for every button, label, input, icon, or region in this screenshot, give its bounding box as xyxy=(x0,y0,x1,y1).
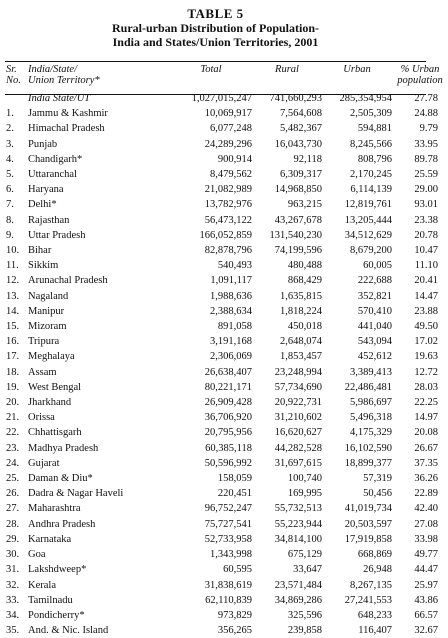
row-name: Punjab xyxy=(28,138,58,150)
row-pct-urban: 20.08 xyxy=(414,427,438,439)
row-rural: 23,248,994 xyxy=(274,366,322,378)
row-name: India State/UT xyxy=(28,93,91,104)
row-pct-urban: 89.78 xyxy=(414,153,438,165)
row-rural: 74,199,596 xyxy=(274,245,322,257)
row-name: Nagaland xyxy=(28,290,69,302)
row-number: 31. xyxy=(6,564,20,576)
row-name: Arunachal Pradesh xyxy=(28,275,108,287)
row-name: Madhya Pradesh xyxy=(28,442,99,454)
table-body xyxy=(5,91,448,638)
row-pct-urban: 20.41 xyxy=(414,275,438,287)
row-total: 36,706,920 xyxy=(204,412,252,424)
row-total: 56,473,122 xyxy=(204,214,252,226)
row-name: Maharashtra xyxy=(28,503,81,515)
row-name: Chandigarh* xyxy=(28,153,83,165)
row-urban: 27,241,553 xyxy=(344,594,392,606)
row-pct-urban: 37.35 xyxy=(414,457,438,469)
row-total: 13,782,976 xyxy=(204,199,252,211)
row-pct-urban: 27.08 xyxy=(414,518,438,530)
row-total: 24,289,296 xyxy=(204,138,252,150)
row-rural: 34,869,286 xyxy=(274,594,322,606)
row-total: 220,451 xyxy=(217,488,252,500)
row-rural: 20,922,731 xyxy=(274,397,322,409)
row-number: 35. xyxy=(6,625,20,637)
table-row xyxy=(5,456,448,471)
row-rural: 31,210,602 xyxy=(274,412,322,424)
table-row xyxy=(5,471,448,486)
row-rural: 741,660,293 xyxy=(269,93,322,104)
row-pct-urban: 23.38 xyxy=(414,214,438,226)
row-rural: 16,043,730 xyxy=(274,138,322,150)
row-rural: 963,215 xyxy=(287,199,322,211)
header-pct-line-2: population xyxy=(397,75,443,86)
row-name: And. & Nic. Island xyxy=(28,625,109,637)
row-name: Kerala xyxy=(28,579,56,591)
population-table xyxy=(5,64,448,638)
table-row xyxy=(5,289,448,304)
row-name: Jammu & Kashmir xyxy=(28,108,108,120)
row-urban: 18,899,377 xyxy=(344,457,392,469)
header-rural: Rural xyxy=(275,64,299,75)
table-row xyxy=(5,623,448,638)
table-row xyxy=(5,213,448,228)
header-urban: Urban xyxy=(343,64,371,75)
table-row xyxy=(5,501,448,516)
row-pct-urban: 36.26 xyxy=(414,473,438,485)
row-number: 4. xyxy=(6,153,14,165)
row-number: 28. xyxy=(6,518,20,530)
row-total: 62,110,839 xyxy=(205,594,252,606)
row-number: 6. xyxy=(6,184,14,196)
row-pct-urban: 43.86 xyxy=(414,594,438,606)
row-total: 540,493 xyxy=(217,260,252,272)
row-rural: 100,740 xyxy=(287,473,322,485)
row-rural: 868,429 xyxy=(287,275,322,287)
row-name: Jharkhand xyxy=(28,397,72,409)
table-row xyxy=(5,152,448,167)
row-urban: 26,948 xyxy=(363,564,392,576)
header-sr-line-2: No. xyxy=(6,75,21,86)
row-total: 60,595 xyxy=(223,564,252,576)
row-pct-urban: 27.78 xyxy=(414,93,438,104)
table-title-line-2: India and States/Union Territories, 2001 xyxy=(112,35,319,49)
table-row xyxy=(5,486,448,501)
row-pct-urban: 25.59 xyxy=(414,169,438,181)
table-row xyxy=(5,547,448,562)
row-pct-urban: 25.97 xyxy=(414,579,438,591)
table-row xyxy=(5,258,448,273)
row-total: 1,343,998 xyxy=(210,549,252,561)
row-number: 34. xyxy=(6,609,20,621)
row-urban: 2,505,309 xyxy=(350,108,392,120)
row-urban: 594,881 xyxy=(357,123,392,135)
row-pct-urban: 22.25 xyxy=(414,397,438,409)
row-urban: 222,688 xyxy=(357,275,392,287)
table-row xyxy=(5,593,448,608)
row-urban: 50,456 xyxy=(363,488,392,500)
row-number: 32. xyxy=(6,579,20,591)
row-rural: 239,858 xyxy=(287,625,322,637)
row-total: 26,638,407 xyxy=(204,366,252,378)
row-rural: 43,267,678 xyxy=(274,214,322,226)
row-total: 26,909,428 xyxy=(204,397,252,409)
row-total: 1,027,015,247 xyxy=(191,93,252,104)
row-number: 25. xyxy=(6,473,20,485)
row-name: Karnataka xyxy=(28,533,72,545)
row-rural: 55,223,944 xyxy=(274,518,322,530)
row-urban: 543,094 xyxy=(357,336,392,348)
row-urban: 34,512,629 xyxy=(344,229,392,241)
row-name: Orissa xyxy=(28,412,55,424)
row-rural: 14,968,850 xyxy=(274,184,322,196)
row-total: 60,385,118 xyxy=(205,442,252,454)
row-total: 900,914 xyxy=(217,153,252,165)
row-rural: 131,540,230 xyxy=(269,229,322,241)
table-row xyxy=(5,197,448,212)
row-number: 22. xyxy=(6,427,20,439)
row-pct-urban: 19.63 xyxy=(414,351,438,363)
row-total: 6,077,248 xyxy=(210,123,252,135)
row-name: Haryana xyxy=(28,184,64,196)
row-number: 1. xyxy=(6,108,14,120)
row-urban: 648,233 xyxy=(357,609,392,621)
row-rural: 33,647 xyxy=(293,564,322,576)
row-number: 3. xyxy=(6,138,14,150)
row-pct-urban: 32.67 xyxy=(414,625,438,637)
row-rural: 450,018 xyxy=(287,321,322,333)
row-urban: 5,496,318 xyxy=(350,412,392,424)
row-number: 10. xyxy=(6,245,20,257)
row-total: 2,306,069 xyxy=(210,351,252,363)
row-total: 3,191,168 xyxy=(210,336,252,348)
table-row xyxy=(5,578,448,593)
row-pct-urban: 44.47 xyxy=(414,564,438,576)
row-number: 11. xyxy=(6,260,19,272)
header-name-line-1: India/State/ xyxy=(28,64,77,75)
row-pct-urban: 17.02 xyxy=(414,336,438,348)
row-urban: 6,114,139 xyxy=(350,184,392,196)
row-urban: 4,175,329 xyxy=(350,427,392,439)
row-number: 26. xyxy=(6,488,20,500)
header-row xyxy=(5,64,448,91)
row-rural: 325,596 xyxy=(287,609,322,621)
row-rural: 1,635,815 xyxy=(280,290,322,302)
row-number: 2. xyxy=(6,123,14,135)
row-urban: 17,919,858 xyxy=(344,533,392,545)
table-row xyxy=(5,167,448,182)
row-pct-urban: 33.98 xyxy=(414,533,438,545)
header-pct-urban xyxy=(392,64,448,91)
row-rural: 57,734,690 xyxy=(274,381,322,393)
row-number: 5. xyxy=(6,169,14,181)
row-name: Daman & Diu* xyxy=(28,473,93,485)
row-pct-urban: 33.95 xyxy=(414,138,438,150)
table-row xyxy=(5,349,448,364)
row-pct-urban: 22.89 xyxy=(414,488,438,500)
row-name: Rajasthan xyxy=(28,214,70,226)
row-pct-urban: 26.67 xyxy=(414,442,438,454)
row-number: 20. xyxy=(6,397,20,409)
row-pct-urban: 14.97 xyxy=(414,412,438,424)
row-total: 96,752,247 xyxy=(204,503,252,515)
row-number: 29. xyxy=(6,533,20,545)
row-rural: 675,129 xyxy=(287,549,322,561)
row-name: Pondicherry* xyxy=(28,609,85,621)
row-pct-urban: 9.79 xyxy=(419,123,438,135)
row-rural: 44,282,528 xyxy=(274,442,322,454)
row-urban: 16,102,590 xyxy=(344,442,392,454)
row-urban: 570,410 xyxy=(357,305,392,317)
row-urban: 116,407 xyxy=(358,625,392,637)
row-rural: 480,488 xyxy=(287,260,322,272)
row-name: Himachal Pradesh xyxy=(28,123,105,135)
row-total: 1,988,636 xyxy=(210,290,252,302)
header-top-rule xyxy=(5,61,426,62)
row-urban: 22,486,481 xyxy=(344,381,392,393)
row-name: Goa xyxy=(28,549,46,561)
row-number: 14. xyxy=(6,305,20,317)
row-total: 50,596,992 xyxy=(204,457,252,469)
row-pct-urban: 20.78 xyxy=(414,229,438,241)
table-row xyxy=(5,608,448,623)
row-pct-urban: 23.88 xyxy=(414,305,438,317)
table-row xyxy=(5,273,448,288)
row-total: 973,829 xyxy=(217,609,252,621)
row-urban: 441,040 xyxy=(357,321,392,333)
row-number xyxy=(5,91,28,106)
row-name: Tamilnadu xyxy=(28,594,73,606)
row-name: Delhi* xyxy=(28,199,57,211)
row-pct-urban: 24.88 xyxy=(414,108,438,120)
table-row xyxy=(5,365,448,380)
row-pct-urban: 66.57 xyxy=(414,609,438,621)
table-row xyxy=(5,425,448,440)
table-row xyxy=(5,304,448,319)
row-urban: 60,005 xyxy=(363,260,392,272)
row-number: 24. xyxy=(6,457,20,469)
row-pct-urban: 49.77 xyxy=(414,549,438,561)
row-total: 75,727,541 xyxy=(204,518,252,530)
table-row xyxy=(5,410,448,425)
row-number: 12. xyxy=(6,275,20,287)
row-total: 82,878,796 xyxy=(204,245,252,257)
table-row xyxy=(5,562,448,577)
row-urban: 20,503,597 xyxy=(344,518,392,530)
row-urban: 8,267,135 xyxy=(350,579,392,591)
row-total: 52,733,958 xyxy=(204,533,252,545)
row-rural: 5,482,367 xyxy=(280,123,322,135)
row-total: 2,388,634 xyxy=(210,305,252,317)
table-row xyxy=(5,441,448,456)
row-urban: 57,319 xyxy=(363,473,392,485)
row-number: 13. xyxy=(6,290,20,302)
row-name: Chhattisgarh xyxy=(28,427,82,439)
row-urban: 12,819,761 xyxy=(344,199,392,211)
table-row xyxy=(5,334,448,349)
row-name: Andhra Pradesh xyxy=(28,518,96,530)
row-pct-urban: 49.50 xyxy=(414,321,438,333)
row-name: Tripura xyxy=(28,336,60,348)
row-number: 21. xyxy=(6,412,20,424)
row-number: 8. xyxy=(6,214,14,226)
header-pct-line-1: % Urban xyxy=(400,64,440,75)
row-rural: 23,571,484 xyxy=(274,579,322,591)
row-number: 19. xyxy=(6,381,20,393)
row-urban: 8,679,200 xyxy=(350,245,392,257)
row-urban: 2,170,245 xyxy=(350,169,392,181)
row-pct-urban: 42.40 xyxy=(414,503,438,515)
table-row xyxy=(5,380,448,395)
table-row xyxy=(5,182,448,197)
table-row xyxy=(5,228,448,243)
table-row xyxy=(5,532,448,547)
row-urban: 3,389,413 xyxy=(350,366,392,378)
header-sr-no xyxy=(5,64,28,91)
row-rural: 92,118 xyxy=(293,153,322,165)
row-pct-urban: 10.47 xyxy=(414,245,438,257)
row-total: 356,265 xyxy=(217,625,252,637)
row-total: 8,479,562 xyxy=(210,169,252,181)
row-rural: 6,309,317 xyxy=(280,169,322,181)
row-number: 23. xyxy=(6,442,20,454)
row-number: 17. xyxy=(6,351,20,363)
title-block xyxy=(0,0,431,49)
row-rural: 55,732,513 xyxy=(274,503,322,515)
row-name: Dadra & Nagar Haveli xyxy=(28,488,124,500)
row-total: 891,058 xyxy=(217,321,252,333)
table-row xyxy=(5,395,448,410)
row-number: 15. xyxy=(6,321,20,333)
row-number: 27. xyxy=(6,503,20,515)
row-rural: 31,697,615 xyxy=(274,457,322,469)
row-name: Lakshdweep* xyxy=(28,564,87,576)
row-pct-urban: 28.03 xyxy=(414,381,438,393)
row-pct-urban: 14.47 xyxy=(414,290,438,302)
row-total: 80,221,171 xyxy=(204,381,252,393)
row-name: West Bengal xyxy=(28,381,82,393)
row-number: 16. xyxy=(6,336,20,348)
row-pct-urban: 29.00 xyxy=(414,184,438,196)
row-total: 1,091,117 xyxy=(210,275,252,287)
row-rural: 2,648,074 xyxy=(280,336,322,348)
row-number: 7. xyxy=(6,199,14,211)
row-total: 21,082,989 xyxy=(204,184,252,196)
table-row xyxy=(5,319,448,334)
table-row xyxy=(5,106,448,121)
row-urban: 668,869 xyxy=(357,549,392,561)
row-name: Meghalaya xyxy=(28,351,75,363)
row-number: 9. xyxy=(6,229,14,241)
row-rural: 169,995 xyxy=(287,488,322,500)
row-urban: 13,205,444 xyxy=(344,214,392,226)
row-total: 158,059 xyxy=(217,473,252,485)
row-urban: 285,354,954 xyxy=(339,93,392,104)
row-rural: 1,853,457 xyxy=(280,351,322,363)
header-name-line-2: Union Territory* xyxy=(28,75,100,86)
row-name: Mizoram xyxy=(28,321,67,333)
header-total: Total xyxy=(200,64,222,75)
row-name: Assam xyxy=(28,366,57,378)
row-rural: 16,620,627 xyxy=(274,427,322,439)
row-total: 10,069,917 xyxy=(204,108,252,120)
table-label: TABLE 5 xyxy=(187,6,244,21)
row-urban: 5,986,697 xyxy=(350,397,392,409)
header-sr-line-1: Sr. xyxy=(6,64,17,75)
row-urban: 808,796 xyxy=(357,153,392,165)
row-name: Manipur xyxy=(28,305,65,317)
table-title-line-1: Rural-urban Distribution of Population- xyxy=(111,21,320,35)
row-name: Bihar xyxy=(28,245,52,257)
row-number: 18. xyxy=(6,366,20,378)
table-row xyxy=(5,121,448,136)
table-row xyxy=(5,243,448,258)
row-number: 30. xyxy=(6,549,20,561)
row-rural: 1,818,224 xyxy=(280,305,322,317)
row-urban: 8,245,566 xyxy=(350,138,392,150)
row-name: Gujarat xyxy=(28,457,60,469)
row-urban: 452,612 xyxy=(357,351,392,363)
row-total: 31,838,619 xyxy=(204,579,252,591)
row-total: 166,052,859 xyxy=(199,229,252,241)
table-row xyxy=(5,137,448,152)
row-pct-urban: 12.72 xyxy=(414,366,438,378)
header-state-name xyxy=(28,64,148,91)
row-pct-urban: 11.10 xyxy=(414,260,438,272)
table-row xyxy=(5,517,448,532)
row-total: 20,795,956 xyxy=(204,427,252,439)
row-number: 33. xyxy=(6,594,20,606)
row-rural: 7,564,608 xyxy=(280,108,322,120)
row-urban: 352,821 xyxy=(357,290,392,302)
table-row xyxy=(5,91,448,106)
row-name: Uttaranchal xyxy=(28,169,77,181)
row-urban: 41,019,734 xyxy=(344,503,392,515)
row-name: Sikkim xyxy=(28,260,59,272)
row-name: Uttar Pradesh xyxy=(28,229,86,241)
row-rural: 34,814,100 xyxy=(274,533,322,545)
row-pct-urban: 93.01 xyxy=(414,199,438,211)
